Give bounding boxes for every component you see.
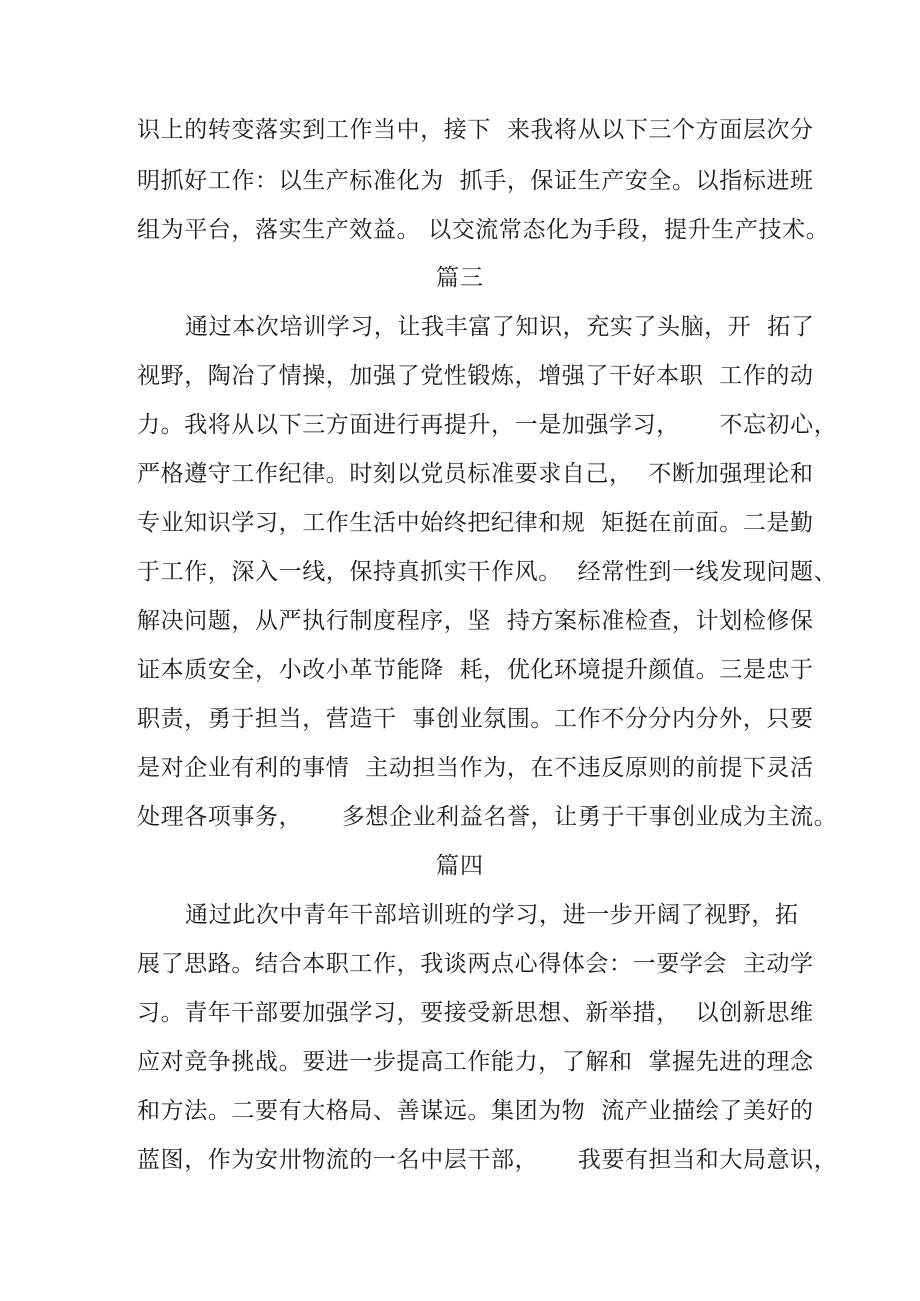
paragraph-line: 展了思路。结合本职工作，我谈两点心得体会：一要学会 主动学 [137,951,814,977]
paragraph-line: 识上的转变落实到工作当中，接下 来我将从以下三个方面层次分 [137,117,814,143]
section-heading: 篇四 [436,853,484,879]
paragraph-line: 组为平台，落实生产效益。 以交流常态化为手段，提升生产技术。 [137,217,830,243]
paragraph-line: 职责，勇于担当，营造干 事创业氛围。工作不分分内分外，只要 [137,706,814,732]
paragraph-line: 蓝图，作为安卅物流的一名中层干部， 我要有担当和大局意识， [137,1147,838,1173]
paragraph-line: 解决问题，从严执行制度程序，坚 持方案标准检查，计划检修保 [137,608,814,634]
paragraph-line: 是对企业有利的事情 主动担当作为，在不违反原则的前提下灵活 [137,755,814,781]
paragraph-line: 处理各项事务， 多想企业利益名誉，让勇于干事创业成为主流。 [137,804,838,830]
paragraph-line: 明抓好工作：以生产标准化为 抓手，保证生产安全。以指标进班 [137,168,814,194]
paragraph-line: 证本质安全，小改小革节能降 耗，优化环境提升颜值。三是忠于 [137,657,814,683]
paragraph-line: 力。我将从以下三方面进行再提升，一是加强学习， 不忘初心， [137,412,838,438]
section-heading: 篇三 [436,265,484,291]
paragraph-line: 通过此次中青年干部培训班的学习，进一步开阔了视野，拓 [185,902,799,928]
paragraph-line: 习。青年干部要加强学习，要接受新思想、新举措， 以创新思维 [137,1000,814,1026]
paragraph-line: 和方法。二要有大格局、善谋远。集团为物 流产业描绘了美好的 [137,1098,814,1124]
paragraph-line: 严格遵守工作纪律。时刻以党员标准要求自己， 不断加强理论和 [137,461,814,487]
paragraph-line: 通过本次培训学习，让我丰富了知识，充实了头脑，开 拓了 [185,314,815,340]
paragraph-line: 应对竞争挑战。要进一步提高工作能力，了解和 掌握先进的理念 [137,1049,814,1075]
paragraph-line: 视野，陶冶了情操，加强了党性锻炼，增强了干好本职 工作的动 [137,363,814,389]
paragraph-line: 于工作，深入一线，保持真抓实干作风。 经常性到一线发现问题、 [137,559,838,585]
paragraph-line: 专业知识学习，工作生活中始终把纪律和规 矩挺在前面。二是勤 [137,510,814,536]
